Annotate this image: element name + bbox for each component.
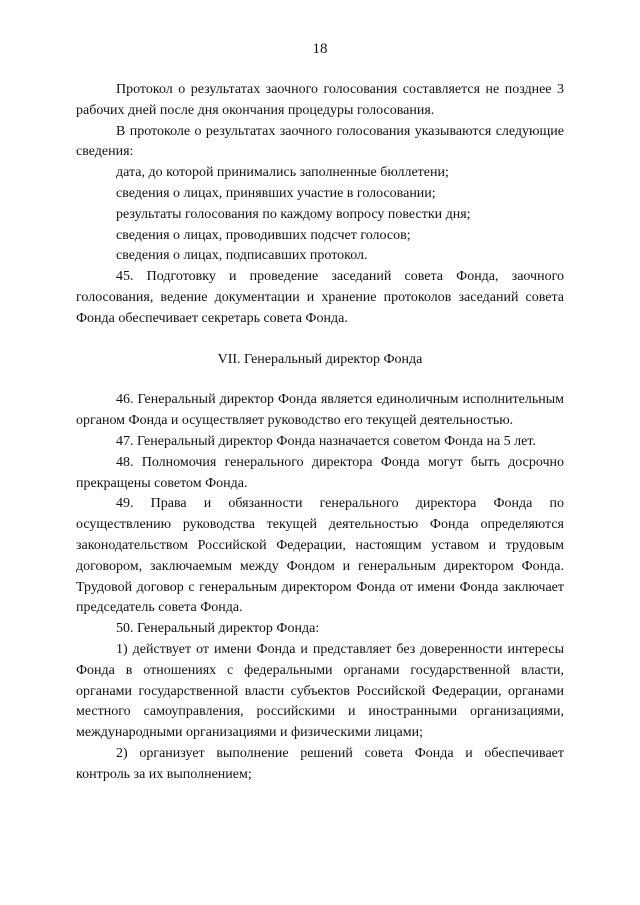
paragraph: 48. Полномочия генерального директора Фонда могут быть досрочно прекращены советом Фонда. [76, 454, 564, 491]
paragraph: сведения о лицах, проводивших подсчет голосов; [116, 227, 411, 243]
paragraph: 1) действует от имени Фонда и представляет без доверенности интересы Фонда в отношениях с федеральными органами государственной власти, органами государственной власти субъектов Российской Федерации, органами местного самоуправления, российскими и иностранными организациями, международными организациями и физическими лицами; [76, 641, 564, 741]
paragraph: результаты голосования по каждому вопросу повестки дня; [116, 206, 471, 222]
paragraph: 47. Генеральный директор Фонда назначается советом Фонда на 5 лет. [116, 433, 536, 449]
document-body [76, 80, 564, 786]
paragraph: дата, до которой принимались заполненные бюллетени; [116, 165, 449, 181]
paragraph: 49. Права и обязанности генерального директора Фонда по осуществлению руководства текущей деятельностью Фонда определяются законодательством Российской Федерации, настоящим уставом и трудовым договором, заключаемым между Фондом и генеральным директором Фонда. Трудовой договор с генеральным директором Фонда от имени Фонда заключает председатель совета Фонда. [76, 496, 564, 616]
paragraph: 2) организует выполнение решений совета Фонда и обеспечивает контроль за их выполнением; [76, 745, 564, 782]
paragraph: Протокол о результатах заочного голосования составляется не позднее 3 рабочих дней после дня окончания процедуры голосования. [76, 82, 564, 118]
paragraph: 50. Генеральный директор Фонда: [116, 621, 320, 637]
paragraph: сведения о лицах, принявших участие в голосовании; [116, 185, 436, 201]
paragraph: сведения о лицах, подписавших протокол. [116, 248, 368, 264]
paragraph: 46. Генеральный директор Фонда является единоличным исполнительным органом Фонда и осуществляет руководство его текущей деятельностью. [76, 392, 564, 429]
paragraph: В протоколе о результатах заочного голосования указываются следующие сведения: [76, 123, 564, 160]
section-heading: VII. Генеральный директор Фонда [217, 351, 423, 367]
paragraph: 45. Подготовку и проведение заседаний совета Фонда, заочного голосования, ведение документации и хранение протоколов заседаний совета Фонда обеспечивает секретарь совета Фонда. [76, 269, 564, 326]
page-number: 18 [312, 41, 328, 57]
